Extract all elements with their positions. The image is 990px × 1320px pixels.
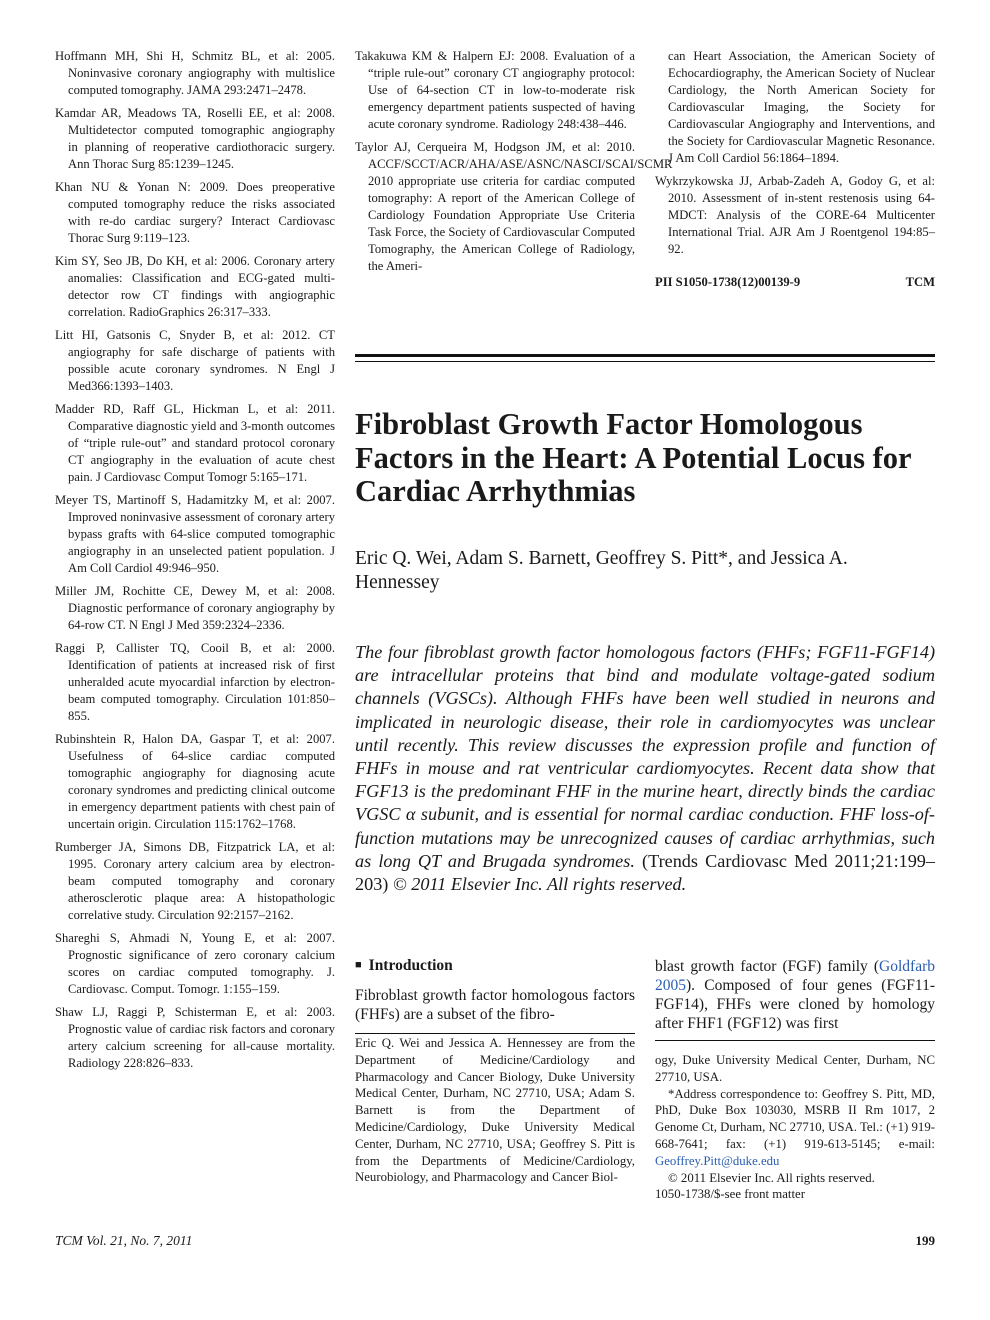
abstract-text: The four fibroblast growth factor homologous factors (FHFs; FGF11-FGF14) are intracellular proteins that bind and modulate voltage-gated sodium channels (VGSCs). Although FHFs have been well studied in neurons and implicated in neurologic disease, their role in cardiomyocytes was unclear until recently. This review discusses the expression profile and function of FHFs in mouse and rat ventricular cardiomyocytes. Recent data show that FGF13 is the predominant FHF in the murine heart, directly binds the cardiac VGSC α subunit, and is essential for normal cardiac conduction. FHF loss-of-function mutations may be unrecognized causes of cardiac arrhythmias, such as long QT and Brugada syndromes. bbox=[355, 642, 935, 871]
pii-code: PII S1050-1738(12)00139-9 bbox=[655, 275, 801, 289]
correspondence-text: *Address correspondence to: Geoffrey S. Pitt, MD, PhD, Duke Box 103030, MSRB II Rm 1017, 2 Genome Ct, Durham, NC 27710, USA. Tel.: (+1) 919-668-7641; fax: (+1) 919-613-5145; e-mail: bbox=[655, 1086, 935, 1151]
reference-item: Wykrzykowska JJ, Arbab-Zadeh A, Godoy G, et al: 2010. Assessment of in-stent restenosis using 64-MDCT: Analysis of the CORE-64 Multicenter International Trial. AJR Am J Roentgenol 194:85–92. bbox=[655, 174, 935, 256]
bullet-icon: ■ bbox=[355, 959, 362, 971]
journal-footer: TCM Vol. 21, No. 7, 2011 bbox=[55, 1233, 193, 1248]
footnote-divider bbox=[655, 1040, 935, 1041]
reference-item: Kamdar AR, Meadows TA, Roselli EE, et al: 2008. Multidetector computed tomographic angiography in planning of reoperative cardiothoracic surgery. Ann Thorac Surg 85:1239–1245. bbox=[55, 106, 335, 171]
references-column-1 bbox=[55, 48, 335, 1078]
email-link[interactable]: Geoffrey.Pitt@duke.edu bbox=[655, 1153, 780, 1168]
references-column-2 bbox=[355, 48, 673, 281]
footnote-right bbox=[655, 1052, 935, 1203]
reference-item: Taylor AJ, Cerqueira M, Hodgson JM, et al: 2010. ACCF/SCCT/ACR/AHA/ASE/ASNC/NASCI/SCAI/SCMR 2010 appropriate use criteria for cardiac computed tomography: A report of the American College of Cardiology Foundation Appropriate Use Criteria Task Force, the Society of Cardiovascular Computed Tomography, the American College of Radiology, the Ameri- bbox=[355, 140, 673, 273]
footnote-affiliations: Eric Q. Wei and Jessica A. Hennessey are from the Department of Medicine/Cardiology and Pharmacology and Cancer Biology, Duke University Medical Center, Durham, NC 27710, USA; Adam S. Barnett is from the Department of Medicine/Cardiology, Duke University Medical Center, Durham, NC 27710, USA; Geoffrey S. Pitt is from the Departments of Medicine/Cardiology, Neurobiology, and Pharmacology and Cancer Biol- bbox=[355, 1036, 635, 1185]
reference-item: Takakuwa KM & Halpern EJ: 2008. Evaluation of a “triple rule-out” coronary CT angiography protocol: Use of 64-section CT in low-to-moderate risk emergency department patients suspected of having acute coronary syndrome. Radiology 248:438–446. bbox=[355, 49, 635, 131]
intro-text: ). Composed of four genes (FGF11-FGF14), FHFs were cloned by homology after FHF1 (FGF12) was first bbox=[655, 977, 935, 1032]
reference-item: Litt HI, Gatsonis C, Snyder B, et al: 2012. CT angiography for safe discharge of patients with possible acute coronary syndromes. N Engl J Med366:1393–1403. bbox=[55, 328, 335, 393]
section-divider-thin bbox=[355, 361, 935, 362]
abstract-citation: (Trends Cardiovasc Med 2011;21:199–203) bbox=[355, 850, 935, 895]
intro-paragraph-right bbox=[655, 957, 935, 1033]
section-divider-thick bbox=[355, 354, 935, 357]
section-heading bbox=[355, 957, 635, 975]
reference-item: Miller JM, Rochitte CE, Dewey M, et al: 2008. Diagnostic performance of coronary angiography by 64-row CT. N Engl J Med 359:2324–2336. bbox=[55, 584, 335, 632]
intro-heading-text: Introduction bbox=[368, 957, 453, 974]
reference-item: Raggi P, Callister TQ, Cooil B, et al: 2000. Identification of patients at increased risk of first unheralded acute myocardial infarction by electron-beam computed tomography. Circulation 101:850–855. bbox=[55, 641, 335, 723]
footnote-divider bbox=[355, 1033, 635, 1034]
abstract bbox=[355, 641, 935, 896]
page-number: 199 bbox=[915, 1233, 935, 1248]
reference-item: Shareghi S, Ahmadi N, Young E, et al: 2007. Prognostic significance of zero coronary calcium scores on cardiac computed tomography. J. Cardiovasc. Comput. Tomogr. 1:155–159. bbox=[55, 931, 335, 996]
article-authors: Eric Q. Wei, Adam S. Barnett, Geoffrey S. Pitt*, and Jessica A. Hennessey bbox=[355, 548, 848, 593]
reference-item: Khan NU & Yonan N: 2009. Does preoperative computed tomography reduce the risks associated with re-do cardiac surgery? Interact Cardiovasc Thorac Surg 9:119–123. bbox=[55, 180, 335, 245]
reference-item: Hoffmann MH, Shi H, Schmitz BL, et al: 2005. Noninvasive coronary angiography with multislice computed tomography. JAMA 293:2471–2478. bbox=[55, 49, 335, 97]
footnote-affiliation-continued: ogy, Duke University Medical Center, Durham, NC 27710, USA. bbox=[655, 1053, 935, 1084]
article-title: Fibroblast Growth Factor Homologous Factors in the Heart: A Potential Locus for Cardiac Arrhythmias bbox=[355, 407, 911, 508]
footnote-copyright: © 2011 Elsevier Inc. All rights reserved. bbox=[668, 1170, 875, 1185]
intro-paragraph-left: Fibroblast growth factor homologous factors (FHFs) are a subset of the fibro- bbox=[355, 987, 635, 1023]
abstract-copyright: © 2011 Elsevier Inc. All rights reserved. bbox=[392, 874, 687, 895]
reference-item: Rumberger JA, Simons DB, Fitzpatrick LA, et al: 1995. Coronary artery calcium area by electron-beam computed tomography and coronary atherosclerotic plaque area: A histopathologic correlative study. Circulation 92:2157–2162. bbox=[55, 840, 335, 922]
references-column-3 bbox=[655, 48, 935, 291]
article-identifier-row bbox=[655, 274, 935, 291]
reference-item: Kim SY, Seo JB, Do KH, et al: 2006. Coronary artery anomalies: Classification and ECG-gated multi-detector row CT findings with angiographic correlation. RadioGraphics 26:317–333. bbox=[55, 254, 335, 319]
intro-text: blast growth factor (FGF) family ( bbox=[655, 958, 880, 975]
reference-item: Meyer TS, Martinoff S, Hadamitzky M, et al: 2007. Improved noninvasive assessment of coronary artery bypass grafts with 64-slice computed tomographic angiography in an unselected patient population. J Am Coll Cardiol 49:946–950. bbox=[55, 493, 335, 575]
citation-link[interactable]: Goldfarb 2005 bbox=[655, 958, 935, 994]
reference-item: Rubinshtein R, Halon DA, Gaspar T, et al: 2007. Usefulness of 64-slice cardiac computed tomographic angiography for diagnosing acute coronary syndromes and predicting clinical outcome in emergency department patients with chest pain of uncertain origin. Circulation 115:1762–1768. bbox=[55, 732, 335, 831]
reference-continuation: can Heart Association, the American Society of Echocardiography, the American Society of Nuclear Cardiology, the North American Society for Cardiovascular Imaging, the Society for Cardiovascular Angiography and Interventions, and the Society for Cardiovascular Magnetic Resonance. J Am Coll Cardiol 56:1864–1894. bbox=[668, 49, 935, 165]
footnote-issn: 1050-1738/$-see front matter bbox=[655, 1187, 805, 1202]
reference-item: Shaw LJ, Raggi P, Schisterman E, et al: 2003. Prognostic value of cardiac risk factors and coronary artery calcium screening for all-cause mortality. Radiology 228:826–833. bbox=[55, 1005, 335, 1070]
journal-code: TCM bbox=[905, 275, 935, 289]
reference-item: Madder RD, Raff GL, Hickman L, et al: 2011. Comparative diagnostic yield and 3-month outcomes of “triple rule-out” and standard protocol coronary CT angiography in the evaluation of acute chest pain. J Cardiovasc Comput Tomogr 5:165–171. bbox=[55, 402, 335, 484]
footnote-correspondence bbox=[655, 1086, 935, 1170]
